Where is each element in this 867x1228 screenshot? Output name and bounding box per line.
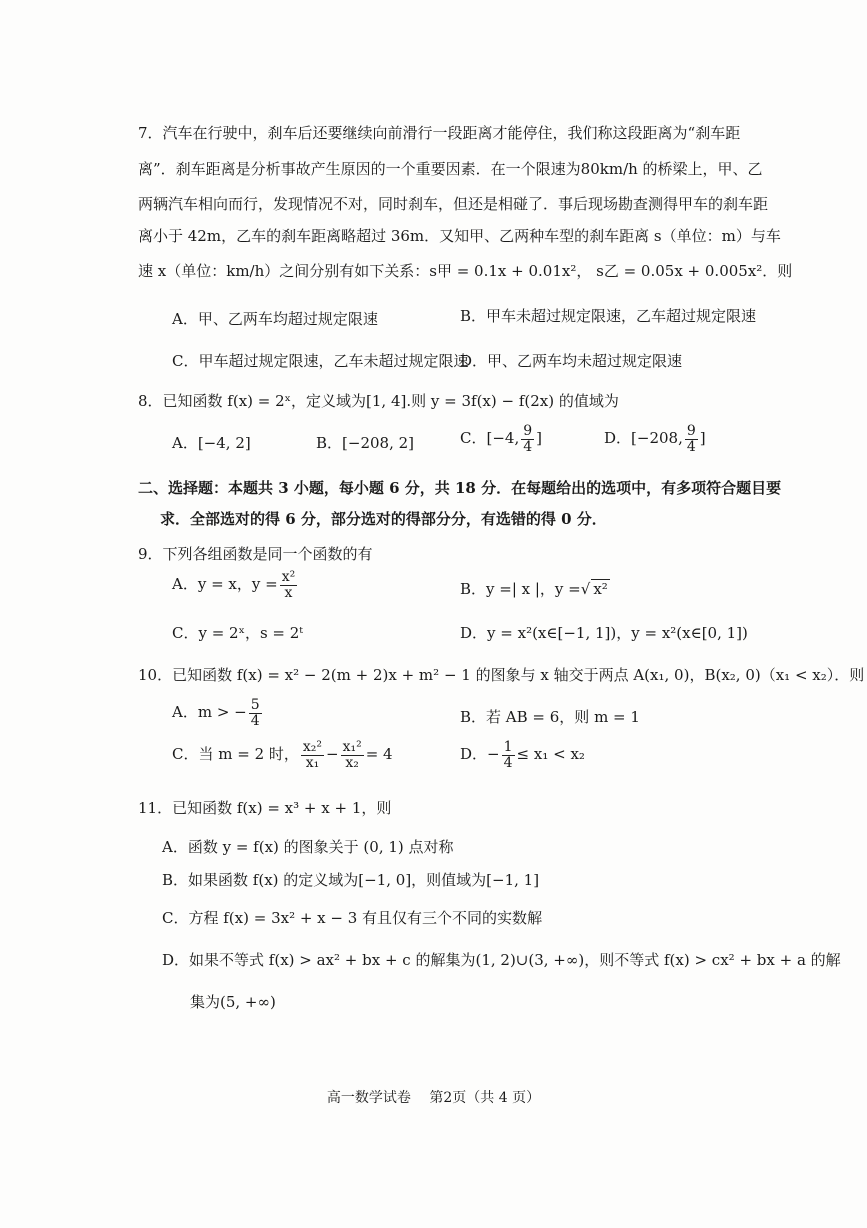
q11-stem: 11．已知函数 f(x) = x³ + x + 1，则 <box>138 799 392 817</box>
q10-option-a: A．m > − $\frac{5}{4}$ <box>172 697 260 729</box>
q9-option-b: B．y =| x |，y =√ x² <box>460 580 608 598</box>
q7-line-5: 速 x（单位：km/h）之间分别有如下关系：s甲 = 0.1x + 0.01x²， s乙 = 0.05x + 0.005x²．则 <box>138 262 793 280</box>
q7-line-4: 离小于 42m，乙车的刹车距离略超过 36m．又知甲、乙两种车型的刹车距离 s（单位：m）与车 <box>138 227 781 245</box>
q9-option-d: D．y = x²(x∈[−1, 1])，y = x²(x∈[0, 1]) <box>460 624 748 642</box>
q11-option-d-line-2: 集为(5, +∞) <box>190 993 276 1011</box>
section2-instructions-line-2: 求．全部选对的得 6 分，部分选对的得部分分，有选错的得 0 分． <box>160 510 607 528</box>
q8-option-c: C．[−4, $\frac{9}{4}$ ] <box>460 423 542 455</box>
q8-stem: 8．已知函数 f(x) = 2ˣ，定义域为[1, 4].则 y = 3f(x) − f(2x) 的值域为 <box>138 392 619 410</box>
q8-option-a: A．[−4, 2] <box>172 434 251 452</box>
q11-option-a: A．函数 y = f(x) 的图象关于 (0, 1) 点对称 <box>162 838 454 856</box>
q11-option-d-line-1: D．如果不等式 f(x) > ax² + bx + c 的解集为(1, 2)∪(3, +∞)，则不等式 f(x) > cx² + bx + a 的解 <box>162 951 841 969</box>
q7-option-d: D．甲、乙两车均未超过规定限速 <box>460 352 683 370</box>
q7-line-2: 离”．刹车距离是分析事故产生原因的一个重要因素．在一个限速为80km/h 的桥梁上，甲、乙 <box>138 160 763 178</box>
q9-stem: 9．下列各组函数是同一个函数的有 <box>138 545 373 563</box>
q7-line-1: 7．汽车在行驶中，刹车后还要继续向前滑行一段距离才能停住，我们称这段距离为“刹车距 <box>138 124 741 142</box>
q11-option-b: B．如果函数 f(x) 的定义域为[−1, 0]，则值域为[−1, 1] <box>162 871 540 889</box>
q7-option-b: B．甲车未超过规定限速，乙车超过规定限速 <box>460 307 757 325</box>
q8-option-b: B．[−208, 2] <box>316 434 415 452</box>
q8-option-d: D．[−208, $\frac{9}{4}$ ] <box>604 423 706 455</box>
q9-option-c: C．y = 2ˣ，s = 2ᵗ <box>172 624 304 642</box>
page-footer: 高一数学试卷 第2页（共 4 页） <box>326 1090 541 1106</box>
section2-instructions-line-1: 二、选择题：本题共 3 小题，每小题 6 分，共 18 分．在每题给出的选项中，有多项符合题目要 <box>138 479 782 497</box>
q11-option-c: C．方程 f(x) = 3x² + x − 3 有且仅有三个不同的实数解 <box>162 909 543 927</box>
q10-option-b: B．若 AB = 6，则 m = 1 <box>460 708 640 726</box>
q7-option-a: A．甲、乙两车均超过规定限速 <box>172 310 378 328</box>
q10-option-c: C．当 m = 2 时， $\frac{\text{x₂²}}{\text{x₁}}$ − $\frac{\text{x₁²}}{\text{x₂}}$ = 4 <box>172 739 393 771</box>
q9-option-a: A．y = x，y = $\frac{\text{x²}}{x}$ <box>172 569 296 601</box>
q7-option-c: C．甲车超过规定限速，乙车未超过规定限速 <box>172 352 469 370</box>
q10-stem: 10．已知函数 f(x) = x² − 2(m + 2)x + m² − 1 的图象与 x 轴交于两点 A(x₁, 0)，B(x₂, 0)（x₁ < x₂）．则 <box>138 666 865 684</box>
q10-option-d: D．− $\frac{1}{4}$ ≤ x₁ < x₂ <box>460 739 585 771</box>
q7-line-3: 两辆汽车相向而行，发现情况不对，同时刹车，但还是相碰了．事后现场勘查测得甲车的刹车距 <box>138 195 769 213</box>
